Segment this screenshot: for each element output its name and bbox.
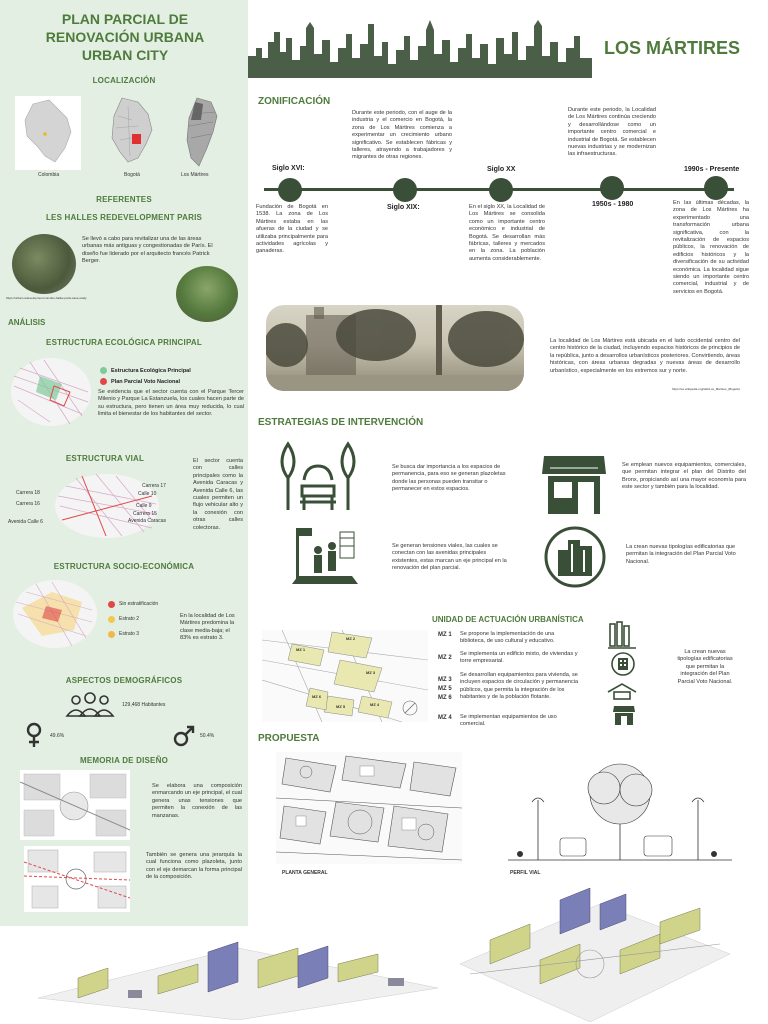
planta-general-plan [276, 752, 462, 864]
estrategias-heading: ESTRATEGIAS DE INTERVENCIÓN [258, 417, 424, 428]
timeline-dot-xix [393, 178, 417, 202]
estrategia-1-text: Se busca dar importancia a los espacios de permanencia, para eso se generan plazoletas donde las personas pueden transitar o permanecer en estos espacios. [392, 464, 506, 493]
title-line-3: URBAN CITY [81, 47, 169, 63]
map-los-martires [183, 96, 221, 170]
estrategia-2-text: Se emplean nuevos equipamientos, comerciales, que permitan integrar el plan del Distrito del Bronx, propiciando así una mayor economía para este sector y también para la localidad. [622, 462, 746, 491]
vial-heading: ESTRUCTURA VIAL [65, 454, 145, 463]
legend-label: Estrato 2 [119, 616, 140, 623]
legend-label: Sin estratificación [119, 601, 159, 608]
memoria-heading: MEMORIA DE DISEÑO [80, 756, 168, 765]
referentes-text: Se llevó a cabo para revitalizar una de las áreas urbanas más antiguas y congestionadas de París. El diseño fue liderado por el arquitecto francés Patrick Berger. [82, 236, 213, 265]
vial-label-calle-10: Calle 10 [138, 491, 157, 497]
mz-4-text: Se implementan equipamientos de uso comercial. [460, 714, 557, 728]
referentes-source-link[interactable]: https://urban-redevelopment.com/les-halles-paris-case-study [6, 296, 87, 300]
axonometric-render-left [38, 928, 438, 1020]
period-xix: Siglo XIX: [387, 204, 420, 211]
memoria-sketch-2 [24, 846, 130, 912]
timeline-dot-xvi [278, 178, 302, 202]
timeline-dot-1990 [704, 176, 728, 200]
perfil-vial-caption: PERFIL VIAL [510, 870, 541, 876]
legend-label: Plan Parcial Voto Nacional [111, 378, 180, 385]
mz-3-5-6-label: MZ 3 MZ 5 MZ 6 [438, 677, 452, 701]
office-building-icon [611, 652, 635, 676]
axonometric-render-right [460, 884, 730, 1022]
buildings-circle-icon [544, 526, 606, 588]
planta-general-caption: PLANTA GENERAL [282, 870, 328, 876]
timeline-text-xvi: Fundación de Bogotá en 1538. La zona de Los Mártires estaba en las afueras de la ciudad y se utilizaba principalmente para actividades agrícolas y ganaderas. [256, 204, 328, 255]
ecologica-legend-2 [100, 378, 180, 385]
socio-legend-2 [108, 616, 139, 623]
habitantes-count: 129,468 Habitantes [122, 702, 166, 708]
page-title [20, 10, 230, 64]
legend-dot-yellow [108, 616, 115, 623]
vial-label-carrera-17: Carrera 17 [142, 483, 166, 489]
ecologica-map [10, 356, 92, 428]
memoria-sketch-1 [20, 770, 130, 840]
vial-label-avenida-caracas: Avenida Caracas [128, 518, 166, 524]
vial-label-carrera-15: Carrera 15 [133, 511, 157, 517]
map-mz-1: MZ 1 [296, 647, 306, 652]
les-halles-plaza-photo [176, 266, 238, 322]
ecologica-legend-1 [100, 367, 191, 374]
park-bench-icon [276, 440, 360, 516]
map-bogota [108, 96, 154, 170]
legend-dot-orange [108, 631, 115, 638]
vial-label-carrera-16: Carrera 16 [16, 501, 40, 507]
map-mz-6: MZ 6 [312, 694, 322, 699]
historic-photo-source-link[interactable]: https://es.wikipedia.org/wiki/Los_Mártires_(Bogotá) [672, 387, 740, 391]
legend-dot-red [108, 601, 115, 608]
shop-icon [540, 450, 608, 518]
legend-dot-green [100, 367, 107, 374]
analisis-heading: ANÁLISIS [8, 318, 46, 327]
library-books-icon [608, 620, 636, 650]
vial-text: El sector cuenta con calles principales como la Avenida Caracas y Avenida Calle 6, las cuales permiten un flujo vehicular alto y la conexión con otras calles colectoras. [193, 458, 243, 531]
mz-1-label: MZ 1 [438, 632, 452, 638]
timeline-text-1950: Durante este periodo, la Localidad de Los Mártires continúa creciendo y desarrollándose como un importante centro comercial e industrial de Bogotá. Se establecen nuevas industrias y se modernizan las infraestructuras. [568, 107, 657, 158]
memoria-text-1: Se elabora una composición enmarcando un eje principal, el cual genera unas tensiones que permiten la conexión de las manzanas. [152, 783, 242, 819]
district-title: LOS MÁRTIRES [604, 38, 741, 58]
historic-photo-text: La localidad de Los Mártires está ubicada en el lado occidental centro del centro histórico de la ciudad, incluyendo espacios históricos de principios de la república, junto a desarrollos urbanísticos posteriores. Convirtiendo, áreas históricas, con áreas urbanas degradas y nuevas áreas de desarrollo urbanístico, especialmente en los extremos sur y norte. [550, 338, 740, 374]
historic-photo [266, 305, 524, 391]
referentes-heading: REFERENTES [96, 195, 152, 204]
zonificacion-heading: ZONIFICACIÓN [258, 96, 331, 107]
map-label-colombia: Colombia [38, 172, 60, 178]
map-label-bogota: Bogotá [124, 172, 140, 178]
period-xx: Siglo XX [487, 166, 516, 173]
title-line-2: RENOVACIÓN URBANA [45, 29, 205, 45]
vial-label-carrera-18: Carrera 18 [16, 490, 40, 496]
timeline-text-xx: En el siglo XX, la Localidad de Los Mártires se consolida como un importante centro económico e industrial de Bogotá. Se desarrollan más fábricas, talleres y mercados en la zona. La población aumenta considerablemente. [469, 204, 545, 262]
ecologica-text: Se evidencia que el sector cuenta con el Parque Tercer Milenio y Parque La Estanzuela, los cuales hacen parte de su estructura, pero tienen un área muy reducida, lo cual limita el bienestar de los habitantes del sector. [98, 389, 244, 418]
legend-label: Estrato 3 [119, 631, 140, 638]
period-1990: 1990s - Presente [684, 166, 740, 173]
map-colombia [15, 96, 81, 170]
vial-label-calle-9: Calle 9 [136, 503, 152, 509]
legend-dot-red [100, 378, 107, 385]
skyline-illustration [248, 18, 592, 78]
map-mz-3: MZ 3 [366, 670, 376, 675]
male-icon [172, 724, 196, 748]
timeline-dot-1950 [600, 176, 624, 200]
demografia-heading: ASPECTOS DEMOGRÁFICOS [65, 676, 183, 685]
mz-2-text: Se implementa un edificio mixto, de viviendas y torre empresarial. [460, 651, 578, 665]
female-icon [24, 722, 44, 748]
memoria-text-2: También se genera una jerarquía la cual funciona como plazoleta, junto con el eje demarcan la forma principal de la composición. [146, 852, 242, 881]
localizacion-heading: LOCALIZACIÓN [92, 76, 156, 85]
period-1950: 1950s - 1980 [592, 201, 634, 208]
unidad-heading: UNIDAD DE ACTUACIÓN URBANÍSTICA [432, 615, 584, 624]
period-xvi: Siglo XVI: [272, 165, 305, 172]
socio-text: En la localidad de Los Mártires predomina la clase media-baja; el 83% es estrato 3. [180, 613, 235, 642]
mz-4-label: MZ 4 [438, 715, 452, 721]
socio-legend-3 [108, 631, 139, 638]
houses-icon [606, 682, 638, 700]
people-group-icon [64, 692, 116, 718]
unidad-side-text: La crean nuevas tipologías edificatorias que permitan la integración del Plan Parcial Voto Nacional. [677, 649, 733, 685]
vial-label-avenida-calle-6: Avenida Calle 6 [8, 519, 43, 525]
estrategia-3-text: Se generan tensiones viales, las cuales se conectan con las avenidas principales existentes, estas marcan un eje principal en la renovación del plan parcial. [392, 543, 507, 572]
les-halles-aerial-photo [12, 234, 76, 294]
timeline-text-xix: Durante este periodo, con el auge de la industria y el comercio en Bogotá, la zona de Los Mártires comienza a experimentar un crecimiento urbano significativo. Se establecen fábricas y talleres, atrayendo a trabajadores y migrantes de otras regiones. [352, 110, 452, 161]
female-pct: 49.6% [50, 733, 65, 739]
socio-legend-1 [108, 601, 158, 608]
estrategia-4-text: La crean nuevas tipologías edificatorias que permitan la integración del Plan Parcial Voto Nacional. [626, 544, 736, 565]
mz-1-text: Se propone la implementación de una biblioteca, de uso cultural y educativo. [460, 631, 555, 645]
perfil-vial-section [508, 760, 732, 864]
store-icon [612, 704, 636, 726]
socio-map [12, 578, 98, 650]
title-line-1: PLAN PARCIAL DE [61, 11, 189, 27]
referentes-subheading: LES HALLES REDEVELOPMENT PARIS [45, 213, 203, 222]
map-label-los-martires: Los Mártires [181, 172, 209, 178]
legend-label: Estructura Ecológica Principal [111, 367, 191, 374]
ecologica-heading: ESTRUCTURA ECOLÓGICA PRINCIPAL [46, 338, 202, 347]
mz-3-5-6-text: Se desarrollan equipamientos para vivienda, se incluyen espacios de circulación y permanencia públicos, que permita la integración de los habitantes y de la población flotante. [460, 672, 579, 701]
male-pct: 50.4% [200, 733, 215, 739]
pedestrians-icon [292, 524, 358, 588]
socio-heading: ESTRUCTURA SOCIO-ECONÓMICA [53, 562, 195, 571]
map-mz-4: MZ 4 [370, 702, 380, 707]
unidad-map [262, 630, 428, 722]
timeline-dot-xx [489, 178, 513, 202]
map-mz-5: MZ 5 [336, 704, 346, 709]
timeline-text-1990: En las últimas décadas, la zona de Los Mártires ha experimentado una transformación urbana significativa, con la revitalización de espacios públicos, la renovación de edificios históricos y la diversificación de su actividad económica. La localidad sigue siendo un importante centro comercial, industrial y de servicios en Bogotá. [673, 200, 749, 295]
mz-2-label: MZ 2 [438, 655, 452, 661]
map-mz-2: MZ 2 [346, 636, 356, 641]
propuesta-heading: PROPUESTA [258, 733, 320, 744]
